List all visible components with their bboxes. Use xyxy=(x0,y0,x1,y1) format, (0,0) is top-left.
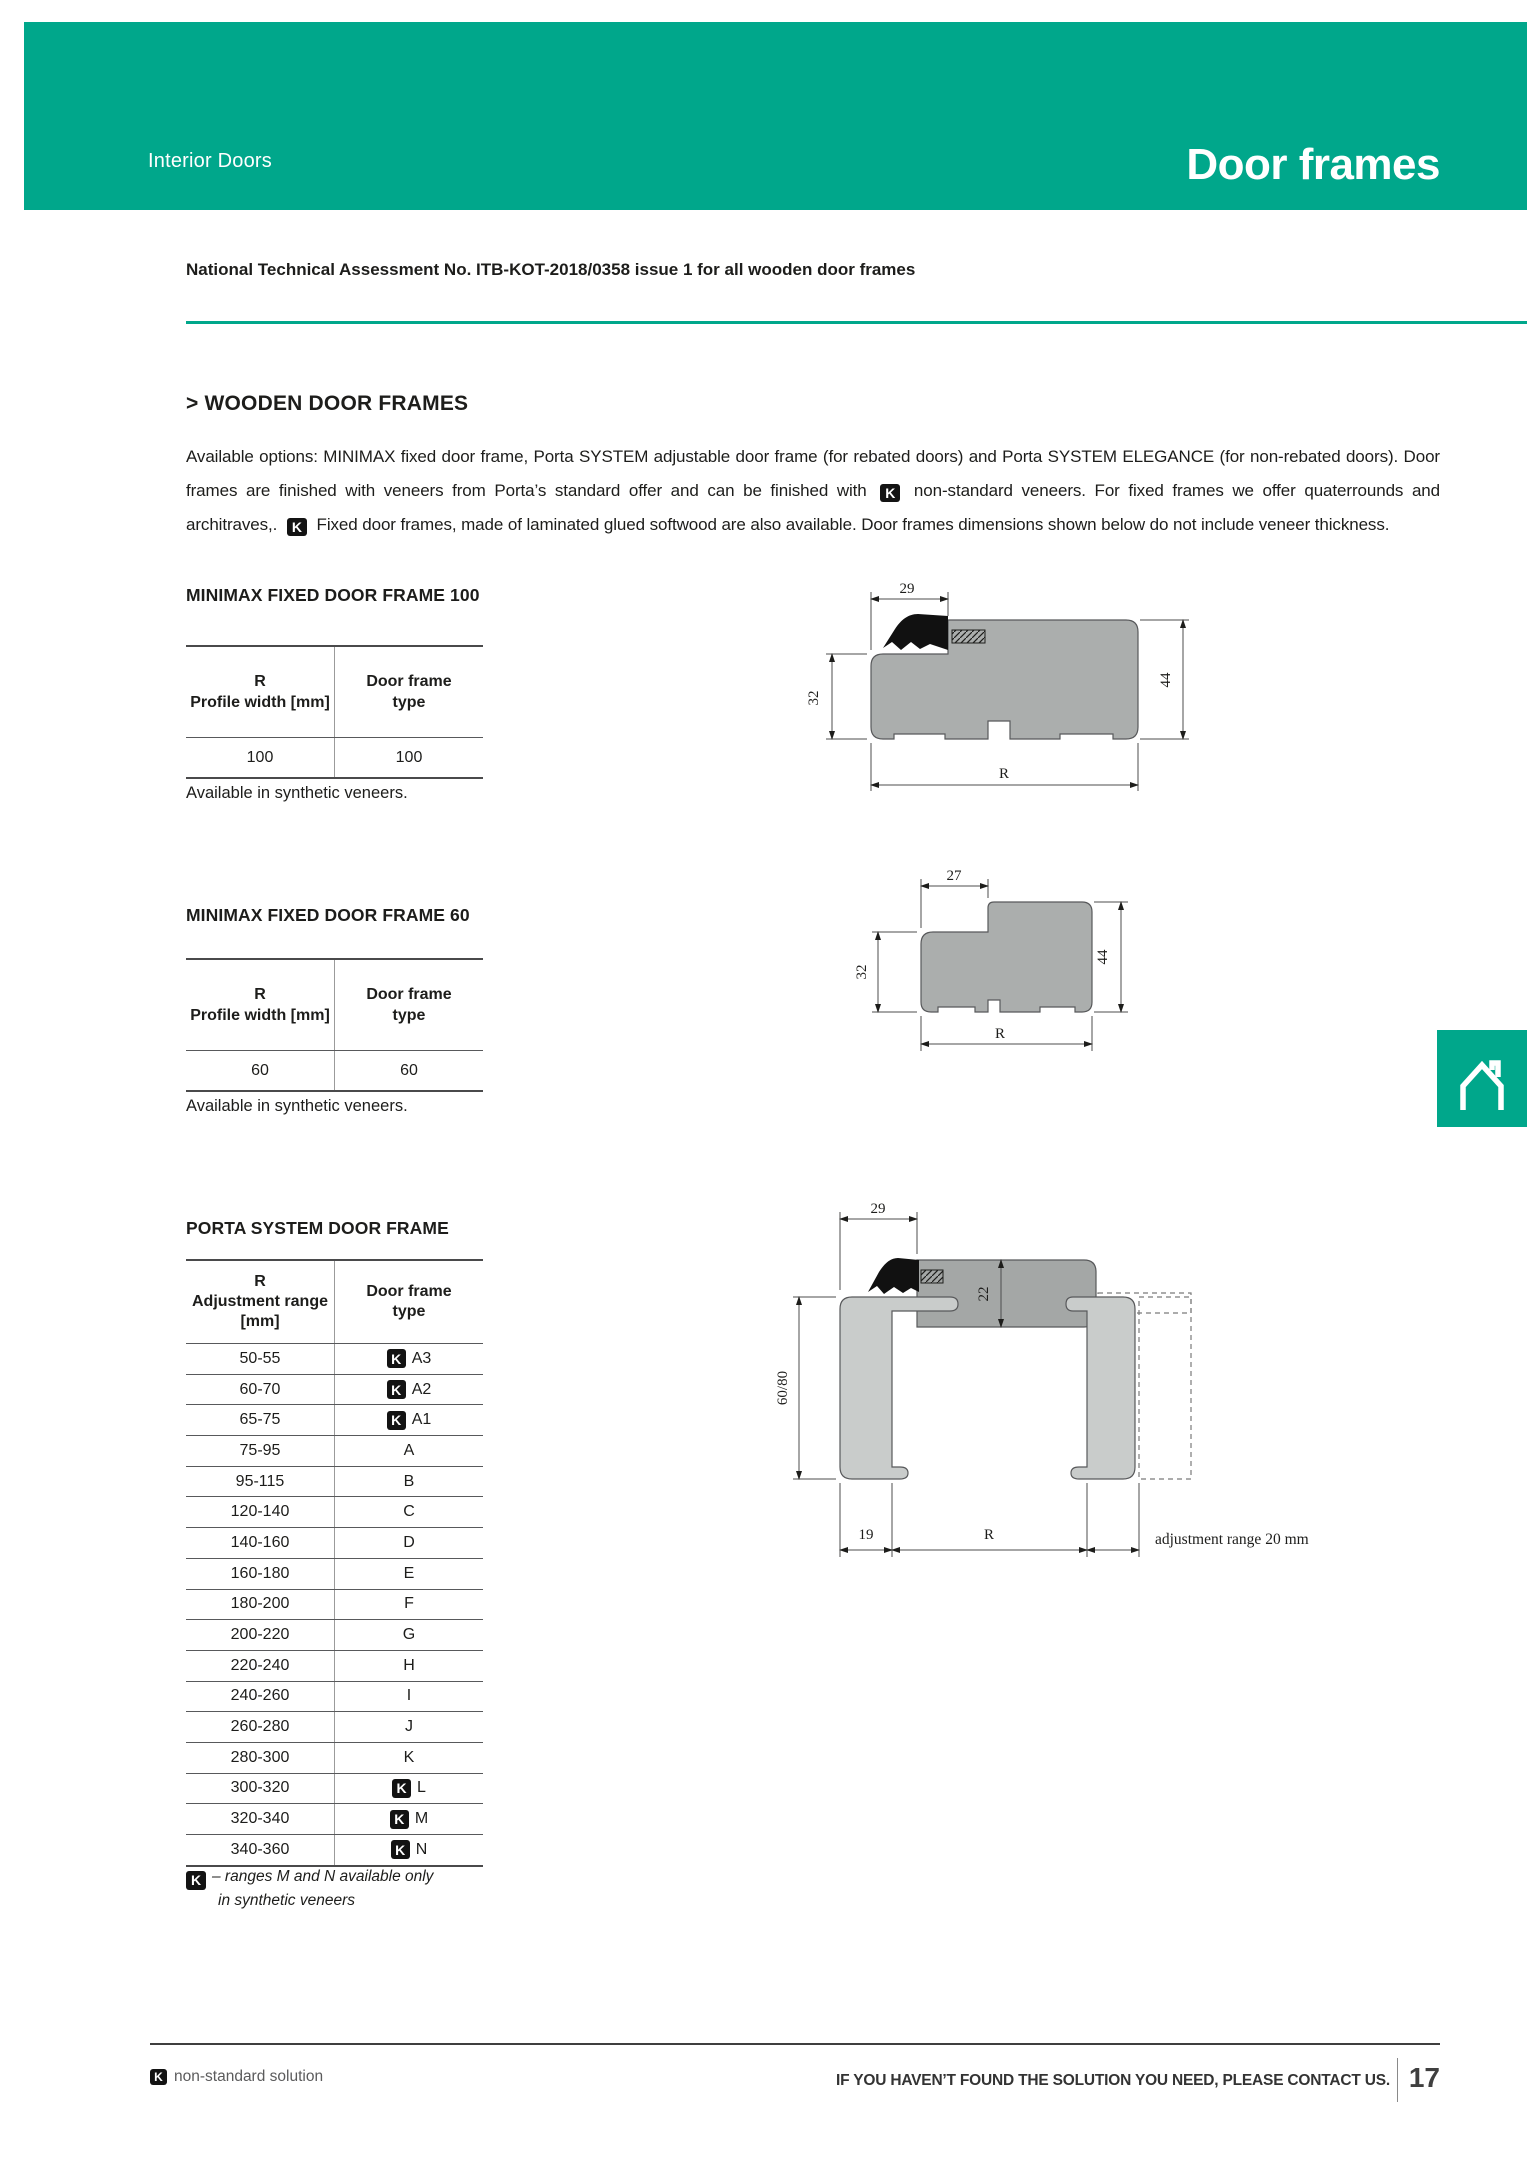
table-row xyxy=(186,1834,483,1865)
non-standard-icon: K xyxy=(390,1810,409,1829)
intro-paragraph xyxy=(186,440,1440,542)
minimax60-table xyxy=(186,958,483,1092)
type-cell: J xyxy=(405,1718,413,1736)
table-row xyxy=(186,1558,483,1589)
svg-text:R: R xyxy=(994,1026,1006,1042)
table-row xyxy=(186,1343,483,1374)
dimension-44 xyxy=(1140,620,1189,739)
table-row xyxy=(186,1711,483,1742)
non-standard-icon: K xyxy=(387,1349,406,1368)
svg-text:29: 29 xyxy=(870,1201,886,1217)
type-cell: H xyxy=(403,1656,415,1674)
range-cell: 120-140 xyxy=(186,1497,335,1527)
frame-head xyxy=(917,1260,1096,1327)
section-heading: > WOODEN DOOR FRAMES xyxy=(186,392,469,415)
range-cell: 320-340 xyxy=(186,1804,335,1834)
range-cell: 50-55 xyxy=(186,1344,335,1374)
type-cell: E xyxy=(403,1564,415,1582)
range-cell: 140-160 xyxy=(186,1528,335,1558)
type-cell: K A3 xyxy=(335,1344,483,1374)
type-cell: 60 xyxy=(400,1062,418,1079)
type-cell: K A1 xyxy=(335,1405,483,1435)
dimension-R xyxy=(871,743,1138,791)
minimax100-title: MINIMAX FIXED DOOR FRAME 100 xyxy=(186,585,480,605)
range-cell: 60-70 xyxy=(186,1375,335,1405)
non-standard-icon: K xyxy=(387,1411,406,1430)
range-cell: 65-75 xyxy=(186,1405,335,1435)
table-row xyxy=(186,1803,483,1834)
porta-system-drawing xyxy=(770,1180,1330,1575)
minimax60-profile-drawing xyxy=(840,850,1160,1060)
svg-text:32: 32 xyxy=(854,964,870,980)
type-cell: G xyxy=(402,1626,416,1644)
svg-text:44: 44 xyxy=(1095,949,1111,965)
page-title: Door frames xyxy=(1186,140,1440,189)
porta-title: PORTA SYSTEM DOOR FRAME xyxy=(186,1218,449,1238)
table-row xyxy=(186,1742,483,1773)
dimension-R xyxy=(921,1016,1092,1051)
home-tab[interactable] xyxy=(1437,1030,1527,1127)
dimension-32 xyxy=(854,932,917,1012)
profile-cross-section xyxy=(921,902,1092,1012)
teal-divider xyxy=(186,321,1527,324)
porta-footnote: K – ranges M and N available only in synthetic veneers xyxy=(186,1866,433,1911)
svg-text:R: R xyxy=(983,1527,995,1543)
hatched-insert xyxy=(952,630,985,643)
non-standard-icon: K xyxy=(392,1779,411,1798)
range-cell: 280-300 xyxy=(186,1743,335,1773)
col-header-profile-width: R Profile width [mm] xyxy=(186,647,335,737)
dashed-leg-extension xyxy=(1139,1297,1191,1479)
type-cell: K L xyxy=(335,1774,483,1804)
range-cell: 300-320 xyxy=(186,1774,335,1804)
type-cell: K N xyxy=(335,1835,483,1865)
non-standard-icon: K xyxy=(387,1380,406,1399)
table-row xyxy=(186,1589,483,1620)
range-cell: 75-95 xyxy=(186,1436,335,1466)
non-standard-icon: K xyxy=(150,2069,167,2085)
table-row xyxy=(186,1050,483,1090)
porta-table xyxy=(186,1259,483,1867)
range-cell: 200-220 xyxy=(186,1620,335,1650)
svg-text:R: R xyxy=(998,766,1010,782)
hatched-insert xyxy=(921,1270,943,1283)
table-header xyxy=(186,1261,483,1343)
minimax100-profile-drawing xyxy=(780,566,1210,806)
footer-legend xyxy=(150,2068,323,2086)
range-cell: 260-280 xyxy=(186,1712,335,1742)
range-cell: 220-240 xyxy=(186,1651,335,1681)
table-row xyxy=(186,1404,483,1435)
svg-text:27: 27 xyxy=(946,868,962,884)
type-cell: K A2 xyxy=(335,1375,483,1405)
table-header xyxy=(186,960,483,1050)
dimension-44 xyxy=(1094,902,1128,1012)
dimension-60-80 xyxy=(775,1297,836,1479)
footer-divider xyxy=(150,2043,1440,2045)
footer-legend-label: non-standard solution xyxy=(174,2068,324,2085)
range-cell: 180-200 xyxy=(186,1590,335,1620)
intro-seg3: Fixed door frames, made of laminated glued softwood are also available. Door frames dimensions shown below do not include veneer thickness. xyxy=(316,515,1390,534)
range-cell: 160-180 xyxy=(186,1559,335,1589)
minimax100-table xyxy=(186,645,483,779)
type-cell: I xyxy=(406,1687,412,1705)
minimax100-note: Available in synthetic veneers. xyxy=(186,784,408,802)
width-cell: 60 xyxy=(186,1051,335,1090)
col-header-adjustment-range: R Adjustment range [mm] xyxy=(186,1261,335,1343)
non-standard-icon: K xyxy=(186,1871,206,1890)
col-header-profile-width: R Profile width [mm] xyxy=(186,960,335,1050)
footer-contact-line: IF YOU HAVEN’T FOUND THE SOLUTION YOU NEED, PLEASE CONTACT US. xyxy=(836,2072,1390,2089)
range-cell: 240-260 xyxy=(186,1682,335,1712)
svg-text:32: 32 xyxy=(806,690,822,706)
col-header-type: Door frame type xyxy=(366,673,452,711)
table-row xyxy=(186,1650,483,1681)
svg-text:22: 22 xyxy=(976,1286,992,1302)
svg-text:44: 44 xyxy=(1158,672,1174,688)
page-number: 17 xyxy=(1408,2062,1440,2093)
svg-text:19: 19 xyxy=(858,1527,874,1543)
svg-text:adjustment range 20 mm: adjustment range 20 mm xyxy=(1155,1531,1309,1548)
home-icon xyxy=(1437,1030,1527,1127)
intro-seg1: Available options: MINIMAX fixed door frame, Porta SYSTEM adjustable door frame (for rebated doors) and Porta SYSTEM ELEGANCE (for non-rebated doors). Door frames are finished with veneers from Porta’s standard offer and can be finished with xyxy=(186,447,1440,500)
svg-text:29: 29 xyxy=(899,581,915,597)
non-standard-icon: K xyxy=(287,518,307,536)
dimension-27 xyxy=(921,868,988,928)
seal-gasket xyxy=(868,1258,919,1294)
table-row xyxy=(186,1773,483,1804)
table-row xyxy=(186,1527,483,1558)
table-row xyxy=(186,1681,483,1712)
table-row xyxy=(186,1496,483,1527)
bottom-dimensions xyxy=(840,1483,1309,1557)
type-cell: C xyxy=(403,1503,415,1521)
type-cell: 100 xyxy=(395,749,423,766)
intro-seg2: non-standard veneers. For fixed frames we offer quaterrounds and architraves,. xyxy=(186,481,1441,534)
table-row xyxy=(186,1374,483,1405)
assessment-line: National Technical Assessment No. ITB-KOT-2018/0358 issue 1 for all wooden door frames xyxy=(186,260,916,279)
table-row xyxy=(186,737,483,777)
type-cell: D xyxy=(403,1533,415,1551)
range-cell: 95-115 xyxy=(186,1467,335,1497)
svg-text:60/80: 60/80 xyxy=(775,1370,791,1406)
type-cell: A xyxy=(403,1441,415,1459)
non-standard-icon: K xyxy=(391,1840,410,1859)
minimax60-note: Available in synthetic veneers. xyxy=(186,1097,408,1115)
seal-gasket xyxy=(883,614,948,650)
minimax60-title: MINIMAX FIXED DOOR FRAME 60 xyxy=(186,905,470,925)
table-row xyxy=(186,1435,483,1466)
table-row xyxy=(186,1466,483,1497)
col-header-type: Door frame type xyxy=(366,986,452,1024)
table-row xyxy=(186,1619,483,1650)
type-cell: B xyxy=(403,1472,415,1490)
type-cell: K xyxy=(403,1748,415,1766)
non-standard-icon: K xyxy=(880,484,900,502)
col-header-type: Door frame type xyxy=(366,1283,452,1320)
dimension-32 xyxy=(806,654,867,739)
range-cell: 340-360 xyxy=(186,1835,335,1865)
width-cell: 100 xyxy=(186,738,335,777)
type-cell: F xyxy=(404,1595,414,1613)
section-label: Interior Doors xyxy=(148,150,272,172)
table-header xyxy=(186,647,483,737)
header-band xyxy=(24,22,1527,210)
type-cell: K M xyxy=(335,1804,483,1834)
